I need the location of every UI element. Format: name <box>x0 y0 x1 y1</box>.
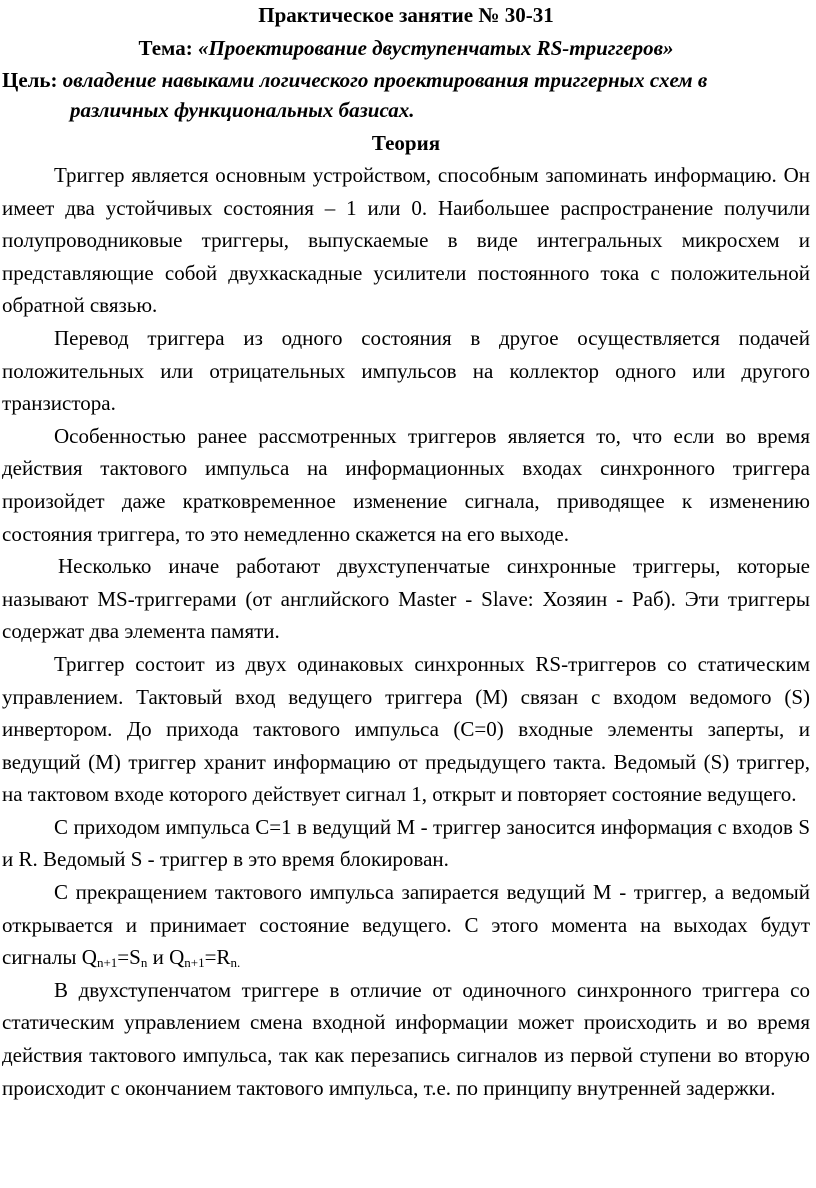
formula-q-sub: n+1 <box>96 955 118 971</box>
formula-eq-s: =S <box>117 945 141 970</box>
topic-text: «Проектирование двуступенчатых RS-триггеров» <box>197 36 674 60</box>
section-title: Теория <box>371 131 441 155</box>
paragraph-7 <box>2 876 810 974</box>
formula-q: Q <box>81 945 97 970</box>
paragraph-7-text: С прекращением тактового импульса запирается ведущий М - триггер, а ведомый открывается и принимает состояние ведущего. С этого момента на выходах будут сигналы <box>2 880 810 970</box>
goal-line <box>2 65 810 125</box>
goal-label: Цель: <box>2 68 63 92</box>
page-title: Практическое занятие № 30-31 <box>258 3 554 27</box>
formula-r-sub: n. <box>230 955 241 971</box>
formula-eq-r: =R <box>204 945 231 970</box>
paragraph-3: Особенностью ранее рассмотренных триггеров является то, что если во время действия тактового импульса на информационных входах синхронного триггера произойдет даже кратковременное изменение сигнала, приводящее к изменению состояния триггера, то это немедленно скажется на его выходе. <box>2 423 810 546</box>
paragraph-5: Триггер состоит из двух одинаковых синхронных RS-триггеров со статическим управлением. Тактовый вход ведущего триггера (М) связан с входом ведомого (S) инвертором. До прихода тактового импульса (С=0) входные элементы заперты, и ведущий (М) триггер хранит информацию от предыдущего такта. Ведомый (S) триггер, на тактовом входе которого действует сигнал 1, открыт и повторяет состояние ведущего. <box>2 651 810 807</box>
formula-and: и <box>147 945 170 970</box>
topic-line <box>2 33 810 63</box>
formula-q2-sub: n+1 <box>184 955 205 971</box>
paragraph-1: Триггер является основным устройством, способным запоминать информацию. Он имеет два устойчивых состояния – 1 или 0. Наибольшее распространение получили полупроводниковые триггеры, выпускаемые в виде интегральных микросхем и представляющие собой двухкаскадные усилители постоянного тока с положительной обратной связью. <box>2 163 810 318</box>
paragraph-2: Перевод триггера из одного состояния в другое осуществляется подачей положительных или отрицательных импульсов на коллектор одного или другого транзистора. <box>2 325 810 416</box>
paragraph-6: С приходом импульса С=1 в ведущий М - триггер заносится информация с входов S и R. Ведомый S - триггер в это время блокирован. <box>2 814 810 872</box>
topic-label: Тема: <box>138 36 198 60</box>
paragraph-4: Несколько иначе работают двухступенчатые синхронные триггеры, которые называют MS-триггерами (от английского Master - Slave: Хозяин - Раб). Эти триггеры содержат два элемента памяти. <box>2 554 810 644</box>
goal-text: овладение навыками логического проектирования триггерных схем в различных функциональных базисах. <box>62 68 708 122</box>
formula-q2: Q <box>169 945 185 970</box>
paragraph-8: В двухступенчатом триггере в отличие от одиночного синхронного триггера со статическим управлением смена входной информации может происходить и во время действия тактового импульса, так как перезапись сигналов из первой ступени во вторую происходит с окончанием тактового импульса, т.е. по принципу внутренней задержки. <box>2 977 810 1100</box>
formula-s-sub: n <box>140 955 148 971</box>
